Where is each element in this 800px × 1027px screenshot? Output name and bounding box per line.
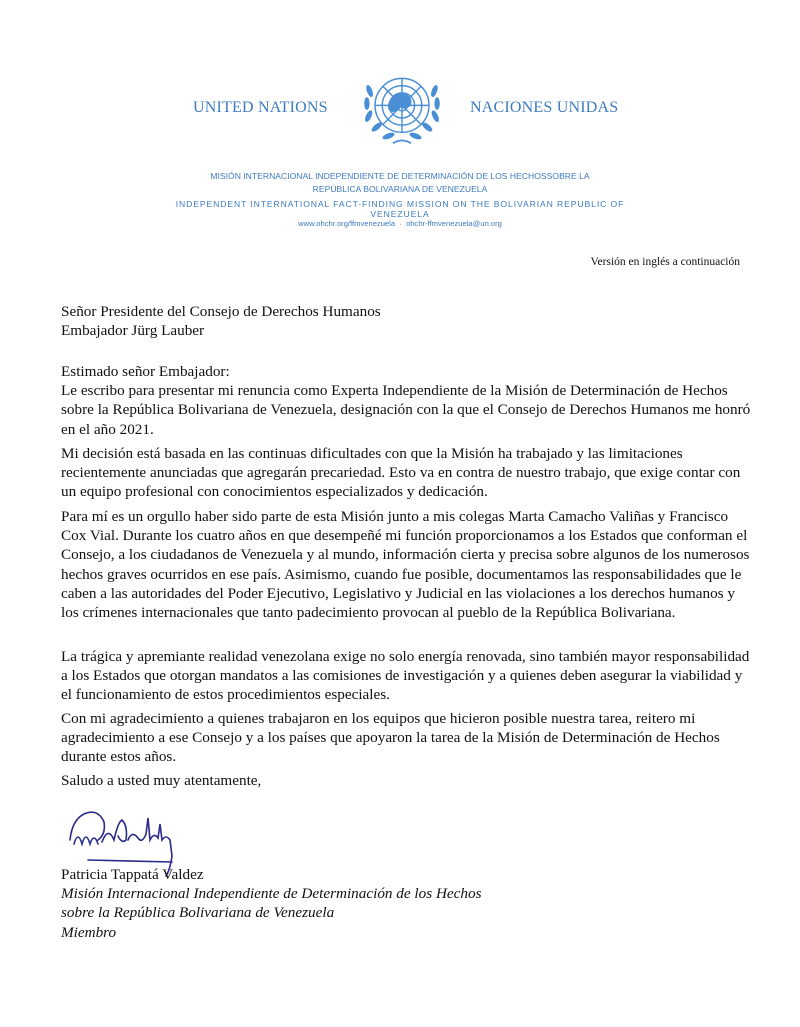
closing-block — [61, 771, 751, 790]
addressee-line-2: Embajador Jürg Lauber — [61, 322, 205, 340]
paragraph-2-block — [61, 444, 751, 502]
paragraph-5-block — [61, 709, 751, 767]
mission-name-es-line1: MISIÓN INTERNACIONAL INDEPENDIENTE DE DETERMINACIÓN DE LOS HECHOSSOBRE LA — [210, 171, 590, 181]
signer-name: Patricia Tappatá Valdez — [61, 866, 204, 883]
version-note: Versión en inglés a continuación — [590, 256, 740, 268]
naciones-unidas-title: NACIONES UNIDAS — [470, 99, 619, 116]
salutation: Estimado señor Embajador: — [61, 363, 230, 380]
paragraph-4: La trágica y apremiante realidad venezolana exige no solo energía renovada, sino también mayor responsabilidad a los Estados que otorgan mandatos a las comisiones de investigación y a quienes deben asegurar la viabilidad y el funcionamiento de estos procedimientos especiales. — [61, 648, 750, 704]
mission-name-es-line2: REPÚBLICA BOLIVARIANA DE VENEZUELA — [312, 184, 488, 194]
paragraph-3-block — [61, 507, 751, 622]
paragraph-4-block — [61, 647, 751, 705]
united-nations-title: UNITED NATIONS — [193, 99, 328, 116]
signer-block — [61, 865, 751, 942]
signer-role: Miembro — [61, 923, 117, 941]
addressee-block — [61, 302, 751, 340]
paragraph-2: Mi decisión está basada en las continuas dificultades con que la Misión ha trabajado y las limitaciones recientemente anunciadas que agregarán precariedad. Esto va en contra de nuestro trabajo, que exige contar con un equipo profesional con conocimientos especializados y dedicación. — [61, 445, 741, 501]
separator: · — [399, 219, 402, 228]
addressee-line-1: Señor Presidente del Consejo de Derechos Humanos — [61, 303, 381, 320]
paragraph-3: Para mí es un orgullo haber sido parte de esta Misión junto a mis colegas Marta Camacho Valiñas y Francisco Cox Vial. Durante los cuatro años en que desempeñé mi función proporcionamos a los Estados que conforman el Consejo, a los ciudadanos de Venezuela y al mundo, información cierta y precisa sobre algunos de los numerosos hechos graves ocurridos en ese país. Asimismo, cuando fue posible, documentamos las responsabilidades que le caben a las autoridades del Poder Ejecutivo, Legislativo y Judicial en las violaciones a los derechos humanos y los crímenes internacionales que tanto padecimiento provocan al pueblo de la República Bolivariana. — [61, 508, 750, 622]
letter-opening — [61, 362, 751, 439]
contact-links — [150, 219, 650, 228]
website-link[interactable]: www.ohchr.org/ffmvenezuela — [298, 219, 396, 228]
paragraph-5: Con mi agradecimiento a quienes trabajaron en los equipos que hicieron posible nuestra tarea, reitero mi agradecimiento a ese Consejo y a los países que apoyaron la tarea de la Misión de Determinación de Hechos durante estos años. — [61, 710, 720, 766]
email-link[interactable]: ohchr-ffmvenezuela@un.org — [406, 219, 502, 228]
signer-title-line-2: sobre la República Bolivariana de Venezuela — [61, 904, 335, 922]
mission-name-es — [150, 170, 650, 196]
closing-line: Saludo a usted muy atentamente, — [61, 772, 262, 789]
signer-title-line-1: Misión Internacional Independiente de Determinación de los Hechos — [61, 885, 482, 903]
paragraph-1: Le escribo para presentar mi renuncia como Experta Independiente de la Misión de Determinación de Hechos sobre la República Bolivariana de Venezuela, designación con la que el Consejo de Derechos Humanos me honró en el año 2021. — [61, 382, 751, 438]
mission-name-en: INDEPENDENT INTERNATIONAL FACT-FINDING MISSION ON THE BOLIVARIAN REPUBLIC OF VENEZUELA — [175, 199, 625, 219]
un-emblem-icon — [357, 64, 447, 154]
